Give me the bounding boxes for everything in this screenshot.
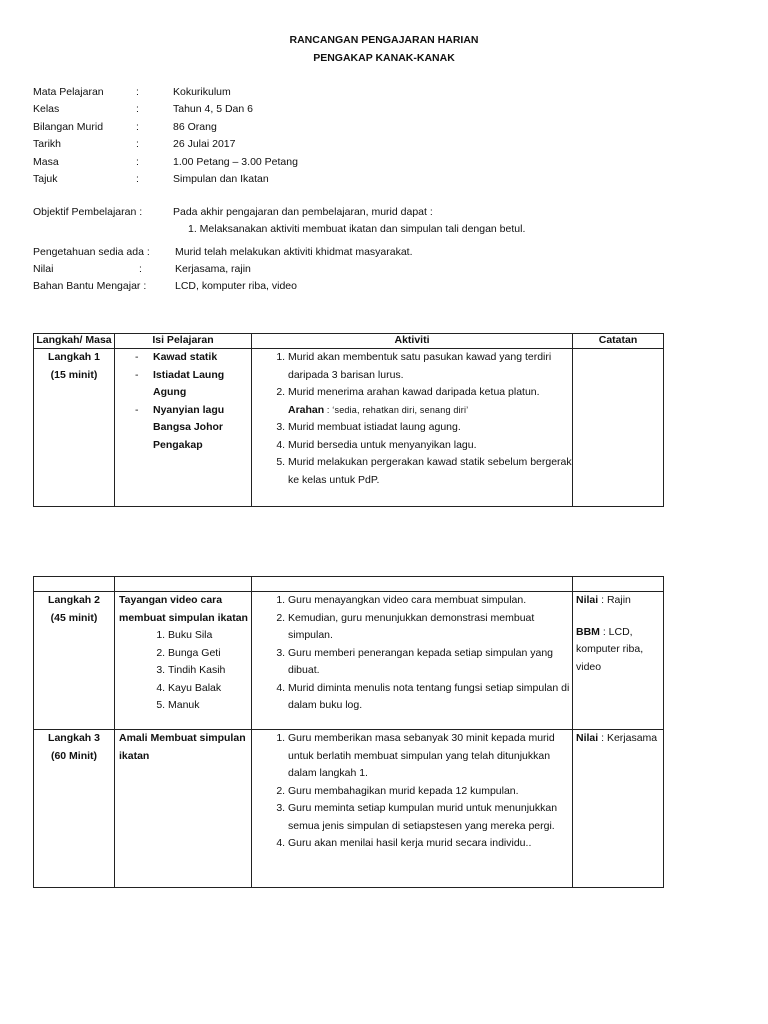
info-colon: :	[136, 120, 139, 133]
document-header	[0, 31, 768, 67]
info-label: Bilangan Murid	[33, 120, 104, 133]
list-item: - Istiadat Laung Agung	[135, 367, 251, 402]
langkah-cell	[34, 592, 115, 730]
info-value: Tahun 4, 5 Dan 6	[173, 103, 253, 116]
info-value: 26 Julai 2017	[173, 138, 236, 151]
table-header-row-empty	[34, 577, 664, 592]
info-colon: :	[136, 172, 139, 185]
lesson-table-2	[33, 576, 664, 888]
list-item: 1. Guru menayangkan video cara membuat simpulan.	[288, 592, 572, 610]
info-label: Tarikh	[33, 138, 62, 151]
objective-label: Objektif Pembelajaran :	[33, 206, 143, 218]
bbm-note	[576, 624, 663, 677]
header-aktiviti: Aktiviti	[252, 334, 573, 349]
isi-list	[115, 349, 251, 454]
isi-title: Tayangan video cara membuat simpulan ikatan	[119, 594, 248, 624]
aktiviti-list	[252, 592, 572, 715]
info-label: Pengetahuan sedia ada :	[33, 246, 150, 258]
empty-header-cell	[34, 577, 115, 592]
nilai-note	[576, 730, 663, 748]
list-item: 2. Kemudian, guru menunjukkan demonstrasi membuat simpulan.	[288, 610, 572, 645]
isi-sublist	[115, 627, 251, 715]
langkah-cell	[34, 349, 115, 507]
langkah-cell	[34, 730, 115, 888]
info-colon: :	[136, 155, 139, 168]
list-item: 2. Guru membahagikan murid kepada 12 kumpulan.	[288, 783, 572, 801]
list-item	[288, 384, 572, 419]
aktiviti-list	[252, 349, 572, 489]
list-item: 3. Tindih Kasih	[168, 662, 251, 680]
list-item-text: Murid menerima arahan kawad daripada ketua platun.	[288, 386, 540, 398]
info-label: Kelas	[33, 103, 60, 116]
langkah-label: Langkah 3	[48, 732, 100, 744]
empty-header-cell	[573, 577, 664, 592]
isi-cell	[115, 730, 252, 888]
info-label: Mata Pelajaran	[33, 86, 104, 98]
info-colon: :	[139, 263, 142, 275]
list-item: 1. Murid akan membentuk satu pasukan kawad yang terdiri daripada 3 barisan lurus.	[288, 349, 572, 384]
catatan-cell	[573, 730, 664, 888]
langkah-label: Langkah 1	[48, 351, 100, 363]
empty-header-cell	[115, 577, 252, 592]
nilai-value: : Rajin	[598, 594, 631, 606]
nilai-label: Nilai	[576, 732, 599, 744]
list-item: 1. Buku Sila	[168, 627, 251, 645]
nilai-note	[576, 592, 663, 610]
catatan-cell	[573, 349, 664, 507]
document-subtitle: PENGAKAP KANAK-KANAK	[313, 52, 455, 64]
isi-title: Amali Membuat simpulan ikatan	[119, 732, 246, 762]
lesson-table-1	[33, 333, 664, 507]
header-isi: Isi Pelajaran	[115, 334, 252, 349]
masa-label: (15 minit)	[50, 368, 98, 381]
info-colon: :	[136, 103, 139, 116]
nilai-value: : Kerjasama	[598, 732, 658, 744]
aktiviti-list	[252, 730, 572, 853]
list-item: 3. Murid membuat istiadat laung agung.	[288, 419, 572, 437]
table-header-row	[34, 334, 664, 349]
info-value: Murid telah melakukan aktiviti khidmat masyarakat.	[175, 246, 413, 258]
list-item: 1. Guru memberikan masa sebanyak 30 minit kepada murid untuk berlatih membuat simpulan yang telah ditunjukkan dalam langkah 1.	[288, 730, 572, 783]
catatan-cell	[573, 592, 664, 730]
info-label: Bahan Bantu Mengajar :	[33, 280, 147, 292]
info-value: 86 Orang	[173, 120, 217, 133]
objective-item: 1. Melaksanakan aktiviti membuat ikatan dan simpulan tali dengan betul.	[188, 223, 526, 235]
list-item: 5. Murid melakukan pergerakan kawad statik sebelum bergerak ke kelas untuk PdP.	[288, 454, 572, 489]
list-item: 3. Guru meminta setiap kumpulan murid untuk menunjukkan semua jenis simpulan di setiapstesen yang mereka pergi.	[288, 800, 572, 835]
list-item: 4. Murid diminta menulis nota tentang fungsi setiap simpulan di dalam buku log.	[288, 680, 572, 715]
objective-text: Pada akhir pengajaran dan pembelajaran, murid dapat :	[173, 206, 433, 218]
header-catatan: Catatan	[573, 334, 664, 349]
isi-cell	[115, 592, 252, 730]
info-value: LCD, komputer riba, video	[175, 280, 297, 292]
info-value: Simpulan dan Ikatan	[173, 172, 269, 185]
bbm-value: : LCD, komputer riba, video	[576, 625, 644, 673]
masa-label: (60 Minit)	[50, 749, 98, 762]
list-item: 3. Guru memberi penerangan kepada setiap simpulan yang dibuat.	[288, 645, 572, 680]
document-title: RANCANGAN PENGAJARAN HARIAN	[289, 34, 479, 46]
info-value: Kokurikulum	[173, 86, 231, 98]
aktiviti-cell	[252, 730, 573, 888]
info-colon: :	[136, 86, 139, 98]
aktiviti-cell	[252, 349, 573, 507]
info-value: Kerjasama, rajin	[175, 263, 251, 275]
list-item: 4. Guru akan menilai hasil kerja murid secara individu..	[288, 835, 572, 853]
arahan-text: : ‘sedia, rehatkan diri, senang diri’	[324, 404, 469, 415]
info-label: Tajuk	[33, 172, 58, 185]
list-item: 5. Manuk	[168, 697, 251, 715]
info-colon: :	[136, 138, 139, 151]
list-item: - Kawad statik	[135, 349, 251, 367]
table-row	[34, 592, 664, 730]
list-item: 2. Bunga Geti	[168, 645, 251, 663]
list-item: - Nyanyian lagu Bangsa Johor Pengakap	[135, 402, 251, 455]
nilai-label: Nilai	[576, 594, 599, 606]
table-row	[34, 349, 664, 507]
bbm-label: BBM	[576, 625, 600, 638]
isi-cell	[115, 349, 252, 507]
empty-header-cell	[252, 577, 573, 592]
list-item: 4. Murid bersedia untuk menyanyikan lagu.	[288, 437, 572, 455]
info-label: Nilai	[33, 263, 54, 275]
info-value: 1.00 Petang – 3.00 Petang	[173, 155, 298, 168]
table-row	[34, 730, 664, 888]
header-langkah: Langkah/ Masa	[34, 334, 115, 349]
langkah-label: Langkah 2	[48, 594, 100, 606]
aktiviti-cell	[252, 592, 573, 730]
arahan-label: Arahan	[288, 403, 325, 416]
spacer	[576, 610, 663, 624]
list-item: 4. Kayu Balak	[168, 680, 251, 698]
masa-label: (45 minit)	[50, 611, 98, 624]
info-label: Masa	[33, 155, 59, 168]
